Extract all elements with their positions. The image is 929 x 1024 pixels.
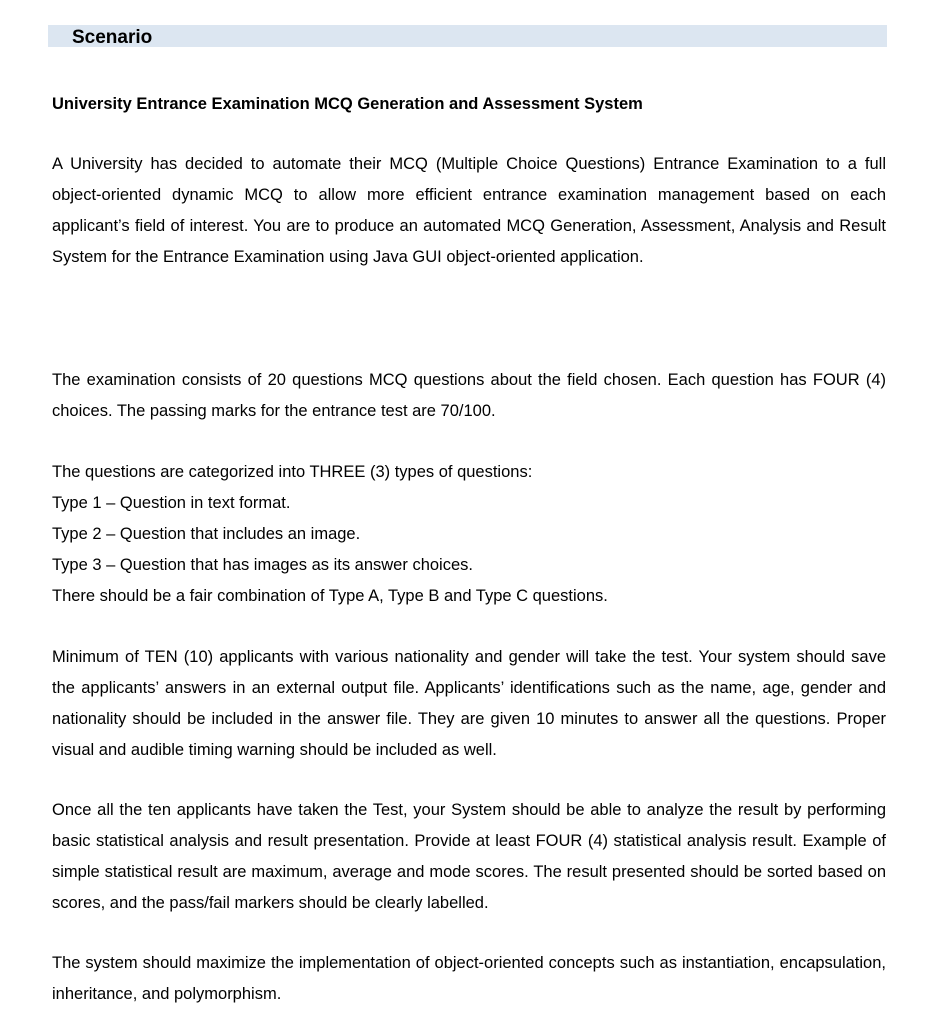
question-type-3: Type 3 – Question that has images as its answer choices. [52,556,473,574]
question-type-2: Type 2 – Question that includes an image. [52,525,361,543]
question-types-intro: The questions are categorized into THREE (3) types of questions: [52,463,533,481]
paragraph-applicants: Minimum of TEN (10) applicants with various nationality and gender will take the test. Your system should save the applicants’ answers in an external output file. Applicants’ identifications such as the name, age, gender and nationality should be included in the answer file. They are given 10 minutes to answer all the questions. Proper visual and audible timing warning should be included as well. [52,648,886,759]
question-types-closing: There should be a fair combination of Type A, Type B and Type C questions. [52,587,608,605]
question-types-section [52,457,886,612]
paragraph-oop-concepts: The system should maximize the implementation of object-oriented concepts such as instantiation, encapsulation, inheritance, and polymorphism. [52,954,886,1003]
paragraph-analysis: Once all the ten applicants have taken the Test, your System should be able to analyze the result by performing basic statistical analysis and result presentation. Provide at least FOUR (4) statistical analysis result. Example of simple statistical result are maximum, average and mode scores. The result presented should be sorted based on scores, and the pass/fail markers should be clearly labelled. [52,801,886,912]
scenario-header-bar [48,25,887,47]
question-type-1: Type 1 – Question in text format. [52,494,291,512]
document-subtitle: University Entrance Examination MCQ Generation and Assessment System [52,95,643,113]
paragraph-examination-format: The examination consists of 20 questions MCQ questions about the field chosen. Each question has FOUR (4) choices. The passing marks for the entrance test are 70/100. [52,371,886,420]
paragraph-introduction: A University has decided to automate their MCQ (Multiple Choice Questions) Entrance Examination to a full object-oriented dynamic MCQ to allow more efficient entrance examination management based on each applicant’s field of interest. You are to produce an automated MCQ Generation, Assessment, Analysis and Result System for the Entrance Examination using Java GUI object-oriented application. [52,155,886,266]
scenario-heading: Scenario [72,27,153,48]
